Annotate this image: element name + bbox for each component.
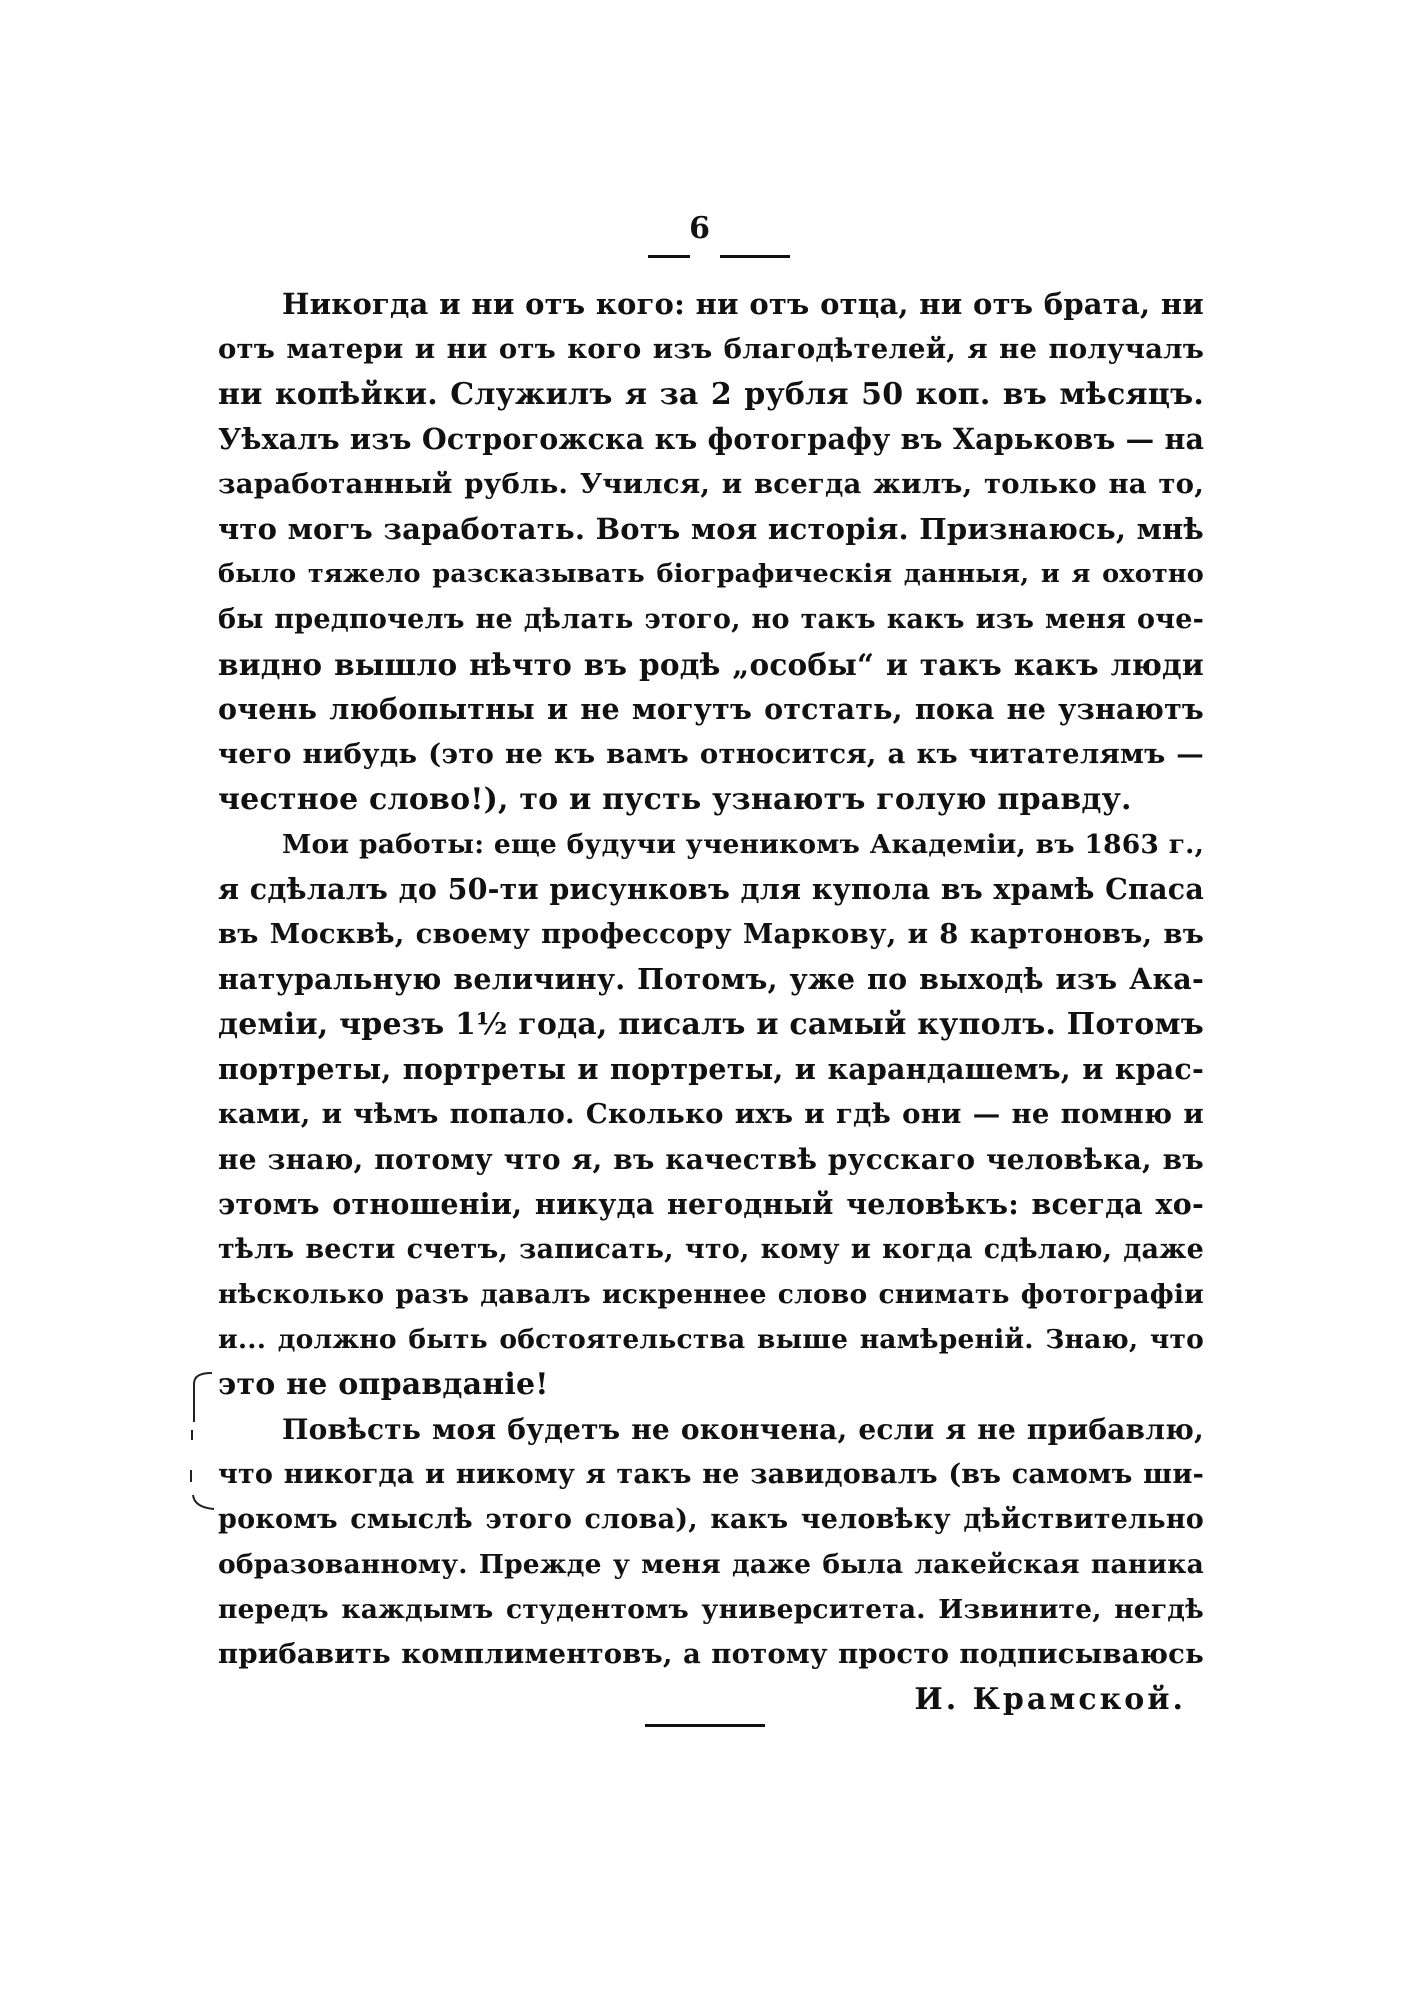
paragraph-1-line: видно вышло нѣчто въ родѣ „особы“ и такъ какъ люди: [218, 647, 1204, 682]
paragraph-1-line: ни копѣйки. Служилъ я за 2 рубля 50 коп. въ мѣсяцъ.: [218, 377, 1204, 412]
paragraph-3-line: рокомъ смыслѣ этого слова), какъ человѣку дѣйствительно: [218, 1504, 1204, 1535]
paragraph-1-line: Уѣхалъ изъ Острогожска къ фотографу въ Харьковъ — на: [218, 422, 1205, 456]
paragraph-2-line: деміи, чрезъ 1½ года, писалъ и самый куполъ. Потомъ: [218, 1007, 1204, 1042]
paragraph-2-line: и... должно быть обстоятельства выше намѣреній. Знаю, что: [218, 1324, 1204, 1355]
margin-bracket-mark: [188, 1370, 216, 1512]
paragraph-1-line: очень любопытны и не могутъ отстать, пока не узнаютъ: [218, 692, 1204, 726]
paragraph-2-line: ками, и чѣмъ попало. Сколько ихъ и гдѣ они — не помню и: [218, 1098, 1204, 1130]
paragraph-2-line: натуральную величину. Потомъ, уже по выходѣ изъ Ака-: [218, 962, 1204, 996]
page-header: [0, 205, 1404, 265]
paragraph-1-line: чего нибудь (это не къ вамъ относится, а къ читателямъ —: [218, 738, 1204, 770]
page-number-rule-right: [720, 255, 790, 258]
paragraph-2-line: Мои работы: еще будучи ученикомъ Академіи, въ 1863 г.,: [282, 829, 1204, 860]
paragraph-3-line: передъ каждымъ студентомъ университета. Извините, негдѣ: [218, 1594, 1204, 1625]
paragraph-3-line: прибавить комплиментовъ, а потому просто подписываюсь: [218, 1638, 1204, 1670]
signature: И. Крамской.: [914, 1682, 1186, 1717]
page-number: 6: [689, 211, 711, 246]
paragraph-1-line: отъ матери и ни отъ кого изъ благодѣтелей, я не получалъ: [218, 333, 1204, 365]
paragraph-3-line: образованному. Прежде у меня даже была лакейская паника: [218, 1549, 1204, 1580]
paragraph-1-line: заработанный рубль. Учился, и всегда жилъ, только на то,: [218, 468, 1204, 500]
paragraph-1-line: честное слово!), то и пусть узнаютъ голую правду.: [218, 782, 1132, 817]
paragraph-2-line: портреты, портреты и портреты, и карандашемъ, и крас-: [218, 1052, 1204, 1086]
page-number-rule-left: [648, 255, 690, 258]
paragraph-2-line: это не оправданіе!: [218, 1367, 549, 1402]
paragraph-3-line: Повѣсть моя будетъ не окончена, если я не прибавлю,: [282, 1413, 1204, 1446]
paragraph-1-line: что могъ заработать. Вотъ моя исторія. Признаюсь, мнѣ: [218, 512, 1204, 546]
paragraph-2-line: нѣсколько разъ давалъ искреннее слово снимать фотографіи: [218, 1279, 1204, 1310]
paragraph-2-line: въ Москвѣ, своему профессору Маркову, и 8 картоновъ, въ: [218, 918, 1204, 950]
end-rule: [645, 1724, 765, 1727]
paragraph-1-line: бы предпочелъ не дѣлать этого, но такъ какъ изъ меня оче-: [218, 604, 1204, 635]
paragraph-3-line: что никогда и никому я такъ не завидовалъ (въ самомъ ши-: [218, 1459, 1204, 1490]
paragraph-1-line: было тяжело разсказывать біографическія данныя, и я охотно: [218, 559, 1204, 589]
paragraph-2-line: я сдѣлалъ до 50-ти рисунковъ для купола въ храмѣ Спаса: [218, 872, 1204, 906]
paragraph-2-line: не знаю, потому что я, въ качествѣ русскаго человѣка, въ: [218, 1143, 1204, 1176]
paragraph-2-line: этомъ отношеніи, никуда негодный человѣкъ: всегда хо-: [218, 1187, 1204, 1221]
paragraph-1-line: Никогда и ни отъ кого: ни отъ отца, ни отъ брата, ни: [282, 287, 1204, 321]
body-text: [218, 282, 1204, 1722]
paragraph-2-line: тѣлъ вести счетъ, записать, что, кому и когда сдѣлаю, даже: [218, 1234, 1204, 1265]
